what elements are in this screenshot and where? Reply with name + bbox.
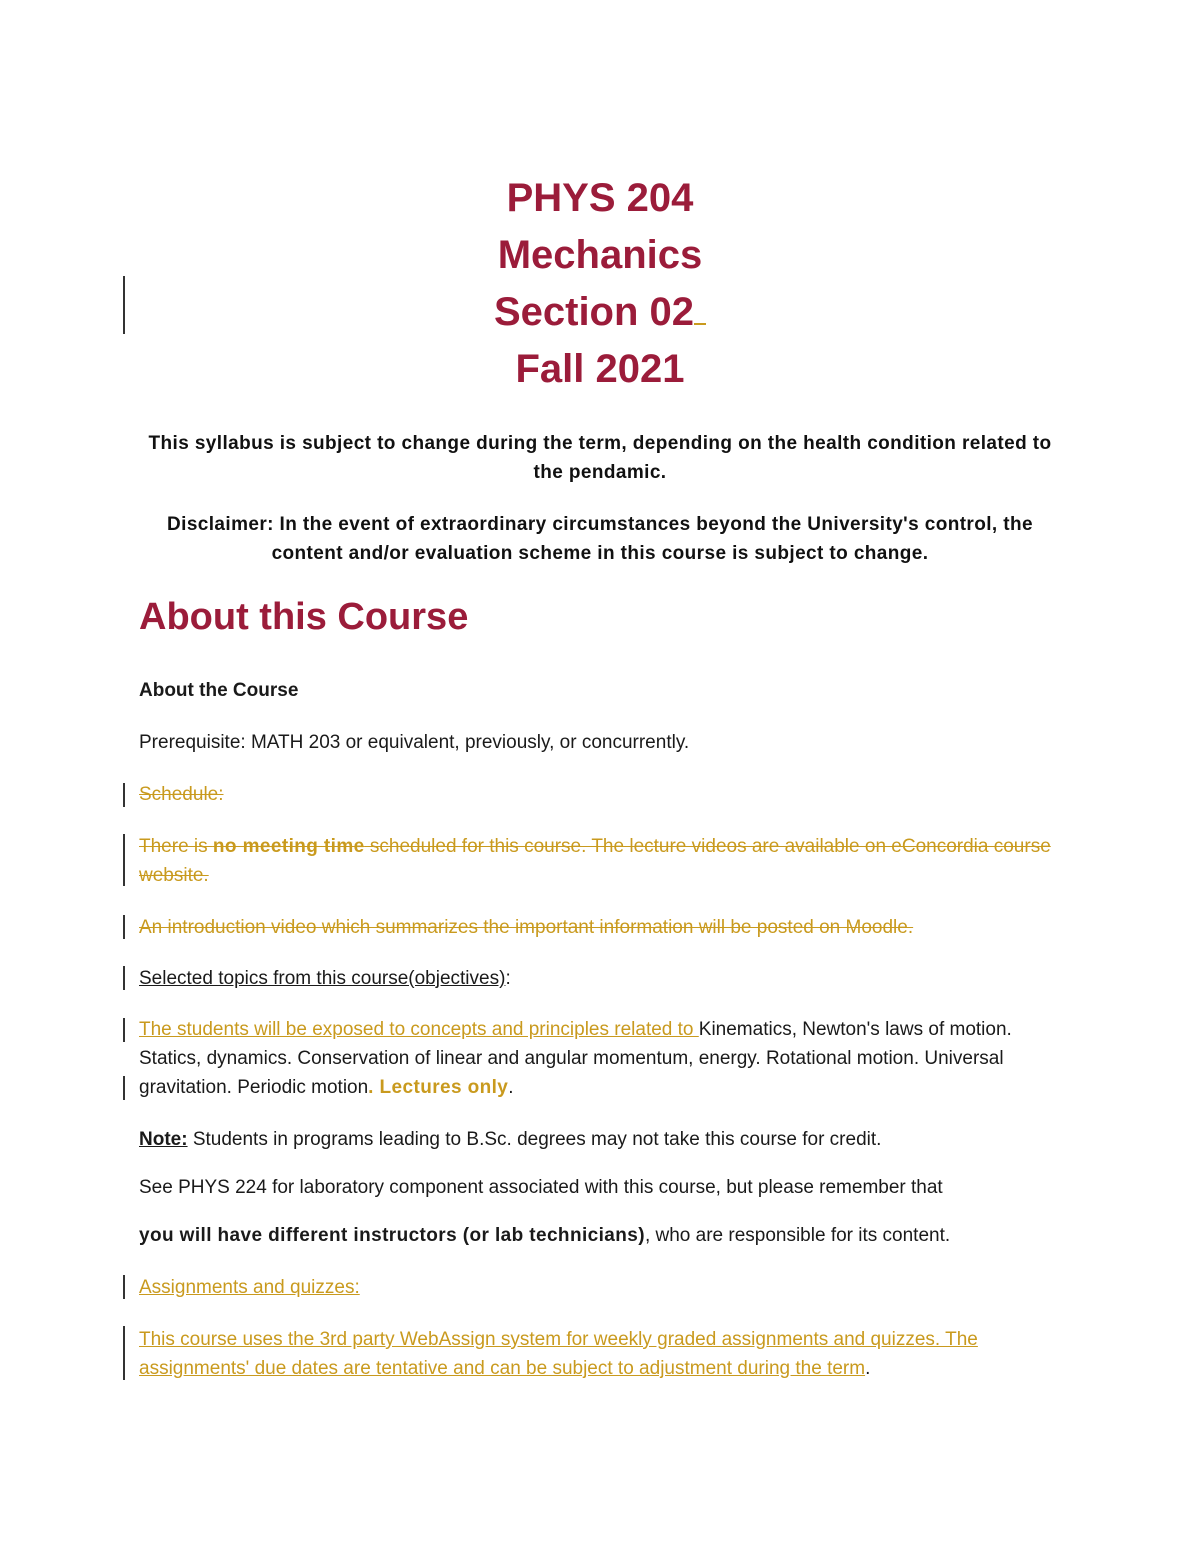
topics-label-colon: : xyxy=(505,968,511,989)
disclaimer: Disclaimer: In the event of extraordinary circumstances beyond the University's control, the content and/or evaluation scheme in this course is subject to change. xyxy=(167,514,1033,564)
section-heading: About this Course xyxy=(139,596,469,638)
topics-label xyxy=(139,964,1069,993)
subheading: About the Course xyxy=(139,680,299,701)
change-notice: This syllabus is subject to change during the term, depending on the health condition related to the pendamic. xyxy=(148,433,1052,483)
course-code: PHYS 204 xyxy=(506,176,694,220)
revision-bar xyxy=(123,1076,125,1100)
revision-bar xyxy=(123,966,125,990)
revision-bar xyxy=(123,1275,125,1299)
course-section-text: Section 02 xyxy=(493,290,695,334)
schedule-text-post: scheduled for this course. The lecture videos are available on eConcordia course website. xyxy=(139,836,1051,886)
schedule-text xyxy=(139,832,1069,890)
note-text: Students in programs leading to B.Sc. degrees may not take this course for credit. xyxy=(187,1129,882,1150)
revision-bar xyxy=(123,915,125,939)
revision-bar xyxy=(123,1326,125,1380)
intro-video-text: An introduction video which summarizes the important information will be posted on Moodle. xyxy=(139,917,914,938)
course-name: Mechanics xyxy=(497,233,703,277)
note-label: Note: xyxy=(139,1129,188,1150)
instructors-rest: , who are responsible for its content. xyxy=(644,1225,951,1246)
assignments-label: Assignments and quizzes: xyxy=(139,1277,360,1298)
schedule-text-pre: There is xyxy=(139,836,213,857)
course-term: Fall 2021 xyxy=(515,347,685,391)
schedule-text-bold: no meeting time xyxy=(212,836,365,857)
revision-bar xyxy=(123,783,125,807)
note-paragraph xyxy=(139,1125,1069,1154)
revision-bar xyxy=(123,834,125,886)
topics-list: Kinematics, Newton's laws of motion. Statics, dynamics. Conservation of linear and angular momentum, energy. Rotational motion. Universal gravitation. Periodic motion xyxy=(139,1019,1012,1098)
tracked-insertion-mark xyxy=(694,293,706,325)
revision-bar xyxy=(123,1018,125,1042)
instructors-paragraph xyxy=(139,1221,1069,1250)
lab-paragraph: See PHYS 224 for laboratory component associated with this course, but please remember that xyxy=(139,1177,943,1198)
course-section xyxy=(0,284,1200,341)
topics-label-text: Selected topics from this course(objectives) xyxy=(139,968,506,989)
assignments-end: . xyxy=(865,1358,871,1379)
topics-paragraph xyxy=(139,1015,1069,1102)
topics-end: . xyxy=(508,1077,514,1098)
schedule-label: Schedule: xyxy=(139,784,224,805)
instructors-bold: you will have different instructors (or lab technicians) xyxy=(139,1225,645,1246)
lectures-only: . Lectures only xyxy=(368,1077,509,1098)
assignments-text: This course uses the 3rd party WebAssign system for weekly graded assignments and quizzes. The assignments' due dates are tentative and can be subject to adjustment during the term xyxy=(139,1329,978,1379)
assignments-paragraph xyxy=(139,1325,1069,1383)
course-title-block xyxy=(0,170,1200,398)
prerequisite: Prerequisite: MATH 203 or equivalent, previously, or concurrently. xyxy=(139,732,690,753)
topics-intro: The students will be exposed to concepts and principles related to xyxy=(139,1019,699,1040)
